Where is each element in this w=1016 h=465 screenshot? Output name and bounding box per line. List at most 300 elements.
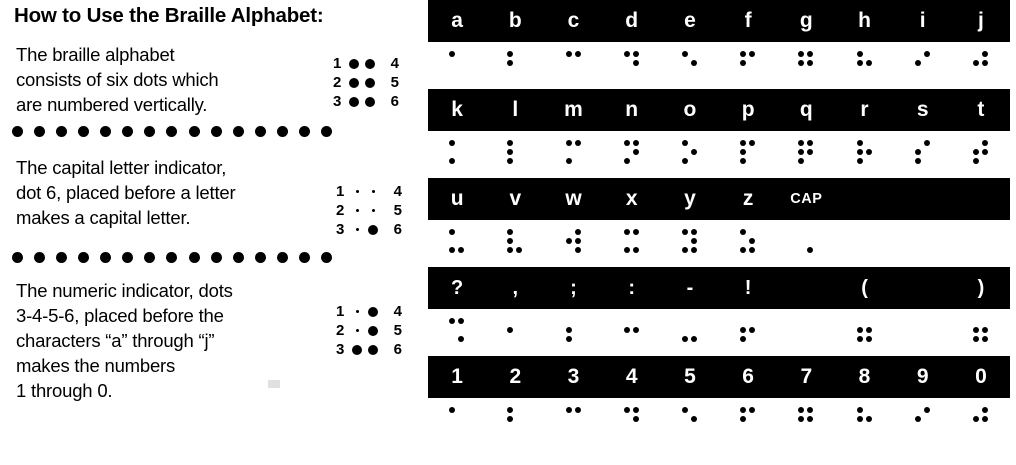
paragraph-capital-indicator xyxy=(16,155,235,230)
divider-dot xyxy=(122,126,133,137)
braille-dot-3 xyxy=(739,246,748,255)
braille-dot-filled xyxy=(368,225,378,235)
chart-label-9: 9 xyxy=(916,365,929,388)
divider-dot xyxy=(34,126,45,137)
dotted-divider-1 xyxy=(12,124,332,138)
braille-dot-1 xyxy=(448,139,457,148)
braille-dot-6 xyxy=(748,68,757,77)
divider-dot xyxy=(166,126,177,137)
braille-dot-1 xyxy=(914,139,923,148)
chart-label-b: b xyxy=(508,9,522,32)
braille-dot-5 xyxy=(457,415,466,424)
braille-dot-2 xyxy=(739,326,748,335)
braille-dot-4 xyxy=(748,406,757,415)
braille-cell-! xyxy=(719,317,777,344)
braille-dot-6 xyxy=(923,246,932,255)
braille-dot-5 xyxy=(457,148,466,157)
braille-dot-4 xyxy=(457,406,466,415)
braille-dot-1 xyxy=(914,317,923,326)
braille-dot-6 xyxy=(515,68,524,77)
braille-dot-5 xyxy=(806,148,815,157)
dot-number-label: 3 xyxy=(333,93,342,110)
braille-dot-6 xyxy=(457,424,466,433)
braille-dot-6 xyxy=(923,335,932,344)
braille-dot-6 xyxy=(515,335,524,344)
braille-dot-5 xyxy=(923,237,932,246)
braille-dot-6 xyxy=(981,335,990,344)
chart-label-i: i xyxy=(919,9,926,32)
braille-cell-? xyxy=(428,317,486,344)
braille-dot-2 xyxy=(739,148,748,157)
diagram-capital-indicator xyxy=(336,182,402,239)
dot-number-label: 5 xyxy=(390,74,399,91)
divider-dot xyxy=(299,126,310,137)
braille-dot-3 xyxy=(623,68,632,77)
braille-dot-5 xyxy=(923,326,932,335)
braille-dot-5 xyxy=(574,415,583,424)
braille-dot-2 xyxy=(739,237,748,246)
braille-dot-5 xyxy=(806,237,815,246)
braille-cell-w xyxy=(544,228,602,255)
dot-number-label: 6 xyxy=(393,341,402,358)
braille-cell-r xyxy=(835,139,893,166)
braille-dot-2 xyxy=(681,237,690,246)
braille-dot-2 xyxy=(623,59,632,68)
braille-dot-5 xyxy=(748,59,757,68)
braille-dot-4 xyxy=(806,139,815,148)
braille-dot-1 xyxy=(681,50,690,59)
braille-cell-empty xyxy=(777,317,835,344)
braille-dot-5 xyxy=(923,59,932,68)
braille-dot-6 xyxy=(923,424,932,433)
braille-dot-3 xyxy=(914,424,923,433)
braille-dot-3 xyxy=(914,68,923,77)
braille-dot-4 xyxy=(515,50,524,59)
dot-number-label: 1 xyxy=(333,55,342,72)
braille-cell-o xyxy=(661,139,719,166)
braille-dot-4 xyxy=(923,139,932,148)
braille-dot-2 xyxy=(681,148,690,157)
braille-dot-1 xyxy=(565,406,574,415)
braille-dot-6 xyxy=(748,157,757,166)
dotted-divider-2 xyxy=(12,250,332,264)
braille-dot-4 xyxy=(806,228,815,237)
dot-number-label: 2 xyxy=(336,322,345,339)
braille-cell-empty xyxy=(894,228,952,255)
chart-label-q: q xyxy=(799,98,813,121)
braille-dot-1 xyxy=(856,50,865,59)
braille-dot-1 xyxy=(856,317,865,326)
braille-dot-2 xyxy=(681,415,690,424)
braille-cell-4 xyxy=(603,406,661,433)
braille-dot-5 xyxy=(981,59,990,68)
braille-dot-5 xyxy=(574,237,583,246)
braille-cell-u xyxy=(428,228,486,255)
braille-dot-2 xyxy=(623,148,632,157)
braille-dot-4 xyxy=(515,228,524,237)
chart-label-0: 0 xyxy=(975,365,987,388)
braille-dot-6 xyxy=(690,68,699,77)
chart-label-h: h xyxy=(858,9,871,32)
braille-cell-1 xyxy=(428,406,486,433)
braille-dot-4 xyxy=(690,228,699,237)
braille-dot-3 xyxy=(972,68,981,77)
chart-label-6: 6 xyxy=(742,365,754,388)
braille-cell-3 xyxy=(544,406,602,433)
row-punctuation-labels xyxy=(428,267,1010,309)
braille-dot-6 xyxy=(690,246,699,255)
braille-dot-2 xyxy=(856,237,865,246)
braille-dot-1 xyxy=(681,406,690,415)
chart-label-:: : xyxy=(628,276,636,299)
braille-dot-1 xyxy=(797,228,806,237)
braille-dot-6 xyxy=(632,157,641,166)
braille-dot-4 xyxy=(515,139,524,148)
divider-dot xyxy=(144,252,155,263)
braille-dot-2 xyxy=(623,415,632,424)
braille-dot-filled xyxy=(368,345,378,355)
braille-dot-5 xyxy=(574,326,583,335)
chart-label-z: z xyxy=(742,187,754,210)
dot-number-label: 1 xyxy=(336,183,345,200)
braille-dot-1 xyxy=(739,406,748,415)
braille-dot-filled xyxy=(368,307,378,317)
braille-dot-4 xyxy=(632,139,641,148)
braille-cell-: xyxy=(603,317,661,344)
braille-dot-6 xyxy=(574,157,583,166)
braille-dot-6 xyxy=(981,68,990,77)
braille-dot-filled xyxy=(365,78,375,88)
diagram-row xyxy=(336,302,402,321)
braille-dot-5 xyxy=(981,326,990,335)
chart-label-j: j xyxy=(978,9,984,32)
braille-dot-5 xyxy=(748,326,757,335)
braille-dot-5 xyxy=(865,415,874,424)
braille-dot-3 xyxy=(856,157,865,166)
braille-dot-filled xyxy=(365,97,375,107)
divider-dot xyxy=(321,126,332,137)
paragraph-line: are numbered vertically. xyxy=(16,94,208,115)
braille-dot-1 xyxy=(797,50,806,59)
braille-dot-5 xyxy=(865,148,874,157)
braille-dot-3 xyxy=(856,68,865,77)
braille-dot-3 xyxy=(681,157,690,166)
braille-dot-2 xyxy=(972,415,981,424)
braille-cell-7 xyxy=(777,406,835,433)
braille-dot-filled xyxy=(365,59,375,69)
braille-dot-1 xyxy=(623,406,632,415)
braille-dot-empty xyxy=(356,228,359,231)
braille-dot-2 xyxy=(448,59,457,68)
braille-dot-empty xyxy=(356,329,359,332)
braille-dot-2 xyxy=(856,415,865,424)
braille-dot-1 xyxy=(739,50,748,59)
row-u-cap-labels xyxy=(428,178,1010,220)
braille-cell-d xyxy=(603,50,661,77)
braille-dot-3 xyxy=(565,335,574,344)
braille-dot-5 xyxy=(515,148,524,157)
braille-dot-2 xyxy=(448,326,457,335)
braille-cell-b xyxy=(486,50,544,77)
braille-cell-6 xyxy=(719,406,777,433)
braille-dot-1 xyxy=(448,406,457,415)
braille-dot-4 xyxy=(806,50,815,59)
chart-label-d: d xyxy=(625,9,639,32)
braille-dot-6 xyxy=(981,157,990,166)
braille-dot-5 xyxy=(865,59,874,68)
braille-dot-6 xyxy=(748,246,757,255)
braille-dot-2 xyxy=(506,415,515,424)
chart-label--: - xyxy=(686,276,694,299)
braille-dot-3 xyxy=(797,246,806,255)
braille-dot-4 xyxy=(690,139,699,148)
divider-dot xyxy=(255,252,266,263)
braille-dot-1 xyxy=(681,228,690,237)
braille-cell-m xyxy=(544,139,602,166)
braille-cell-9 xyxy=(894,406,952,433)
braille-dot-1 xyxy=(972,406,981,415)
dot-number-label: 4 xyxy=(390,55,399,72)
paragraph-line: consists of six dots which xyxy=(16,69,219,90)
braille-dot-3 xyxy=(739,424,748,433)
braille-dot-2 xyxy=(914,59,923,68)
braille-dot-6 xyxy=(923,157,932,166)
chart-label-8: 8 xyxy=(858,365,871,388)
divider-dot xyxy=(233,126,244,137)
braille-dot-4 xyxy=(923,50,932,59)
braille-dot-5 xyxy=(690,148,699,157)
braille-cell-8 xyxy=(835,406,893,433)
chart-label-u: u xyxy=(450,187,464,210)
braille-dot-6 xyxy=(574,335,583,344)
diagram-six-dot-numbering xyxy=(333,54,399,111)
braille-dot-5 xyxy=(806,415,815,424)
braille-dot-5 xyxy=(690,326,699,335)
braille-dot-empty xyxy=(372,209,375,212)
braille-dot-4 xyxy=(923,317,932,326)
divider-dot xyxy=(277,252,288,263)
braille-dot-1 xyxy=(739,317,748,326)
braille-dot-empty xyxy=(372,190,375,193)
braille-dot-3 xyxy=(448,157,457,166)
braille-dot-2 xyxy=(797,326,806,335)
paragraph-line: makes a capital letter. xyxy=(16,207,191,228)
paragraph-line: makes the numbers xyxy=(16,355,176,376)
divider-dot xyxy=(299,252,310,263)
braille-dot-5 xyxy=(690,237,699,246)
divider-dot xyxy=(122,252,133,263)
braille-cell-h xyxy=(835,50,893,77)
braille-dot-1 xyxy=(739,228,748,237)
braille-cell-CAP xyxy=(777,228,835,255)
braille-cell-x xyxy=(603,228,661,255)
chart-label-g: g xyxy=(799,9,813,32)
scan-artifact xyxy=(268,380,280,388)
chart-label-l: l xyxy=(512,98,519,121)
braille-dot-4 xyxy=(690,317,699,326)
braille-dot-4 xyxy=(865,406,874,415)
divider-dot xyxy=(78,252,89,263)
braille-dot-4 xyxy=(574,139,583,148)
chart-label-?: ? xyxy=(450,276,464,299)
braille-dot-3 xyxy=(506,157,515,166)
braille-dot-6 xyxy=(515,157,524,166)
braille-dot-3 xyxy=(856,246,865,255)
braille-dot-1 xyxy=(623,50,632,59)
braille-dot-6 xyxy=(574,68,583,77)
dot-number-label: 4 xyxy=(393,183,402,200)
braille-dot-5 xyxy=(515,326,524,335)
instructions-column xyxy=(0,0,420,465)
braille-dot-1 xyxy=(565,139,574,148)
braille-dot-2 xyxy=(914,415,923,424)
braille-dot-6 xyxy=(806,246,815,255)
braille-dot-5 xyxy=(923,415,932,424)
braille-dot-1 xyxy=(914,406,923,415)
braille-dot-3 xyxy=(972,246,981,255)
braille-dot-2 xyxy=(972,326,981,335)
braille-dot-5 xyxy=(574,148,583,157)
braille-dot-1 xyxy=(623,139,632,148)
braille-dot-6 xyxy=(865,246,874,255)
divider-dot xyxy=(100,126,111,137)
braille-dot-5 xyxy=(865,326,874,335)
braille-dot-4 xyxy=(632,406,641,415)
braille-dot-3 xyxy=(623,246,632,255)
braille-cell-( xyxy=(835,317,893,344)
braille-cell-empty xyxy=(835,228,893,255)
braille-dot-2 xyxy=(797,59,806,68)
divider-dot xyxy=(189,126,200,137)
braille-dot-6 xyxy=(865,335,874,344)
divider-dot xyxy=(100,252,111,263)
chart-label-k: k xyxy=(451,98,463,121)
braille-dot-empty xyxy=(356,310,359,313)
braille-cell-c xyxy=(544,50,602,77)
braille-dot-1 xyxy=(856,139,865,148)
braille-dot-1 xyxy=(972,228,981,237)
braille-dot-2 xyxy=(681,326,690,335)
chart-label-p: p xyxy=(741,98,755,121)
braille-cell-e xyxy=(661,50,719,77)
braille-dot-5 xyxy=(748,148,757,157)
diagram-row xyxy=(333,54,399,73)
chart-label-!: ! xyxy=(744,276,752,299)
braille-dot-1 xyxy=(623,228,632,237)
paragraph-six-dots xyxy=(16,42,219,117)
row-k-t-labels xyxy=(428,89,1010,131)
braille-dot-2 xyxy=(797,415,806,424)
divider-dot xyxy=(144,126,155,137)
divider-dot xyxy=(56,126,67,137)
braille-dot-3 xyxy=(623,157,632,166)
braille-dot-4 xyxy=(748,50,757,59)
braille-dot-5 xyxy=(632,237,641,246)
braille-dot-6 xyxy=(865,424,874,433)
divider-dot xyxy=(78,126,89,137)
braille-dot-4 xyxy=(574,406,583,415)
braille-dot-5 xyxy=(748,237,757,246)
braille-dot-1 xyxy=(739,139,748,148)
divider-dot xyxy=(166,252,177,263)
braille-dot-3 xyxy=(506,335,515,344)
braille-dot-2 xyxy=(856,326,865,335)
braille-dot-5 xyxy=(632,415,641,424)
braille-dot-3 xyxy=(623,335,632,344)
chart-label-1: 1 xyxy=(451,365,463,388)
braille-dot-3 xyxy=(797,68,806,77)
paragraph-line: The braille alphabet xyxy=(16,44,175,65)
chart-label-,: , xyxy=(512,276,519,299)
row-a-j-labels xyxy=(428,0,1010,42)
braille-dot-2 xyxy=(856,59,865,68)
braille-cell-s xyxy=(894,139,952,166)
chart-label-a: a xyxy=(451,9,463,32)
braille-dot-3 xyxy=(797,424,806,433)
braille-dot-filled xyxy=(352,345,362,355)
braille-cell-0 xyxy=(952,406,1010,433)
braille-dot-3 xyxy=(914,157,923,166)
braille-dot-4 xyxy=(632,228,641,237)
braille-dot-1 xyxy=(506,317,515,326)
braille-dot-3 xyxy=(506,246,515,255)
braille-cell-v xyxy=(486,228,544,255)
braille-dot-4 xyxy=(923,228,932,237)
braille-cell-j xyxy=(952,50,1010,77)
braille-dot-1 xyxy=(856,406,865,415)
paragraph-line: The numeric indicator, dots xyxy=(16,280,233,301)
braille-dot-4 xyxy=(981,50,990,59)
braille-dot-6 xyxy=(457,335,466,344)
braille-dot-empty xyxy=(356,209,359,212)
braille-dot-5 xyxy=(574,59,583,68)
chart-label-): ) xyxy=(977,276,985,299)
braille-dot-6 xyxy=(981,424,990,433)
braille-dot-6 xyxy=(748,335,757,344)
braille-dot-4 xyxy=(457,228,466,237)
divider-dot xyxy=(277,126,288,137)
chart-label-x: x xyxy=(625,187,638,210)
braille-dot-3 xyxy=(681,246,690,255)
braille-dot-6 xyxy=(515,424,524,433)
braille-dot-2 xyxy=(565,326,574,335)
braille-dot-3 xyxy=(565,157,574,166)
braille-dot-5 xyxy=(515,237,524,246)
braille-dot-4 xyxy=(574,50,583,59)
braille-dot-2 xyxy=(506,148,515,157)
chart-label-r: r xyxy=(860,98,869,121)
braille-dot-5 xyxy=(981,148,990,157)
chart-label-4: 4 xyxy=(625,365,638,388)
braille-dot-6 xyxy=(457,68,466,77)
braille-dot-5 xyxy=(457,326,466,335)
braille-cell-a xyxy=(428,50,486,77)
divider-dot xyxy=(211,252,222,263)
braille-dot-1 xyxy=(972,50,981,59)
braille-dot-empty xyxy=(356,190,359,193)
braille-cell-f xyxy=(719,50,777,77)
chart-label-f: f xyxy=(744,9,752,32)
braille-dot-4 xyxy=(865,139,874,148)
chart-label-t: t xyxy=(977,98,985,121)
braille-dot-3 xyxy=(448,335,457,344)
braille-dot-5 xyxy=(806,59,815,68)
braille-dot-1 xyxy=(448,50,457,59)
chart-label-e: e xyxy=(684,9,696,32)
chart-label-3: 3 xyxy=(567,365,580,388)
braille-dot-4 xyxy=(632,317,641,326)
braille-dot-4 xyxy=(574,317,583,326)
